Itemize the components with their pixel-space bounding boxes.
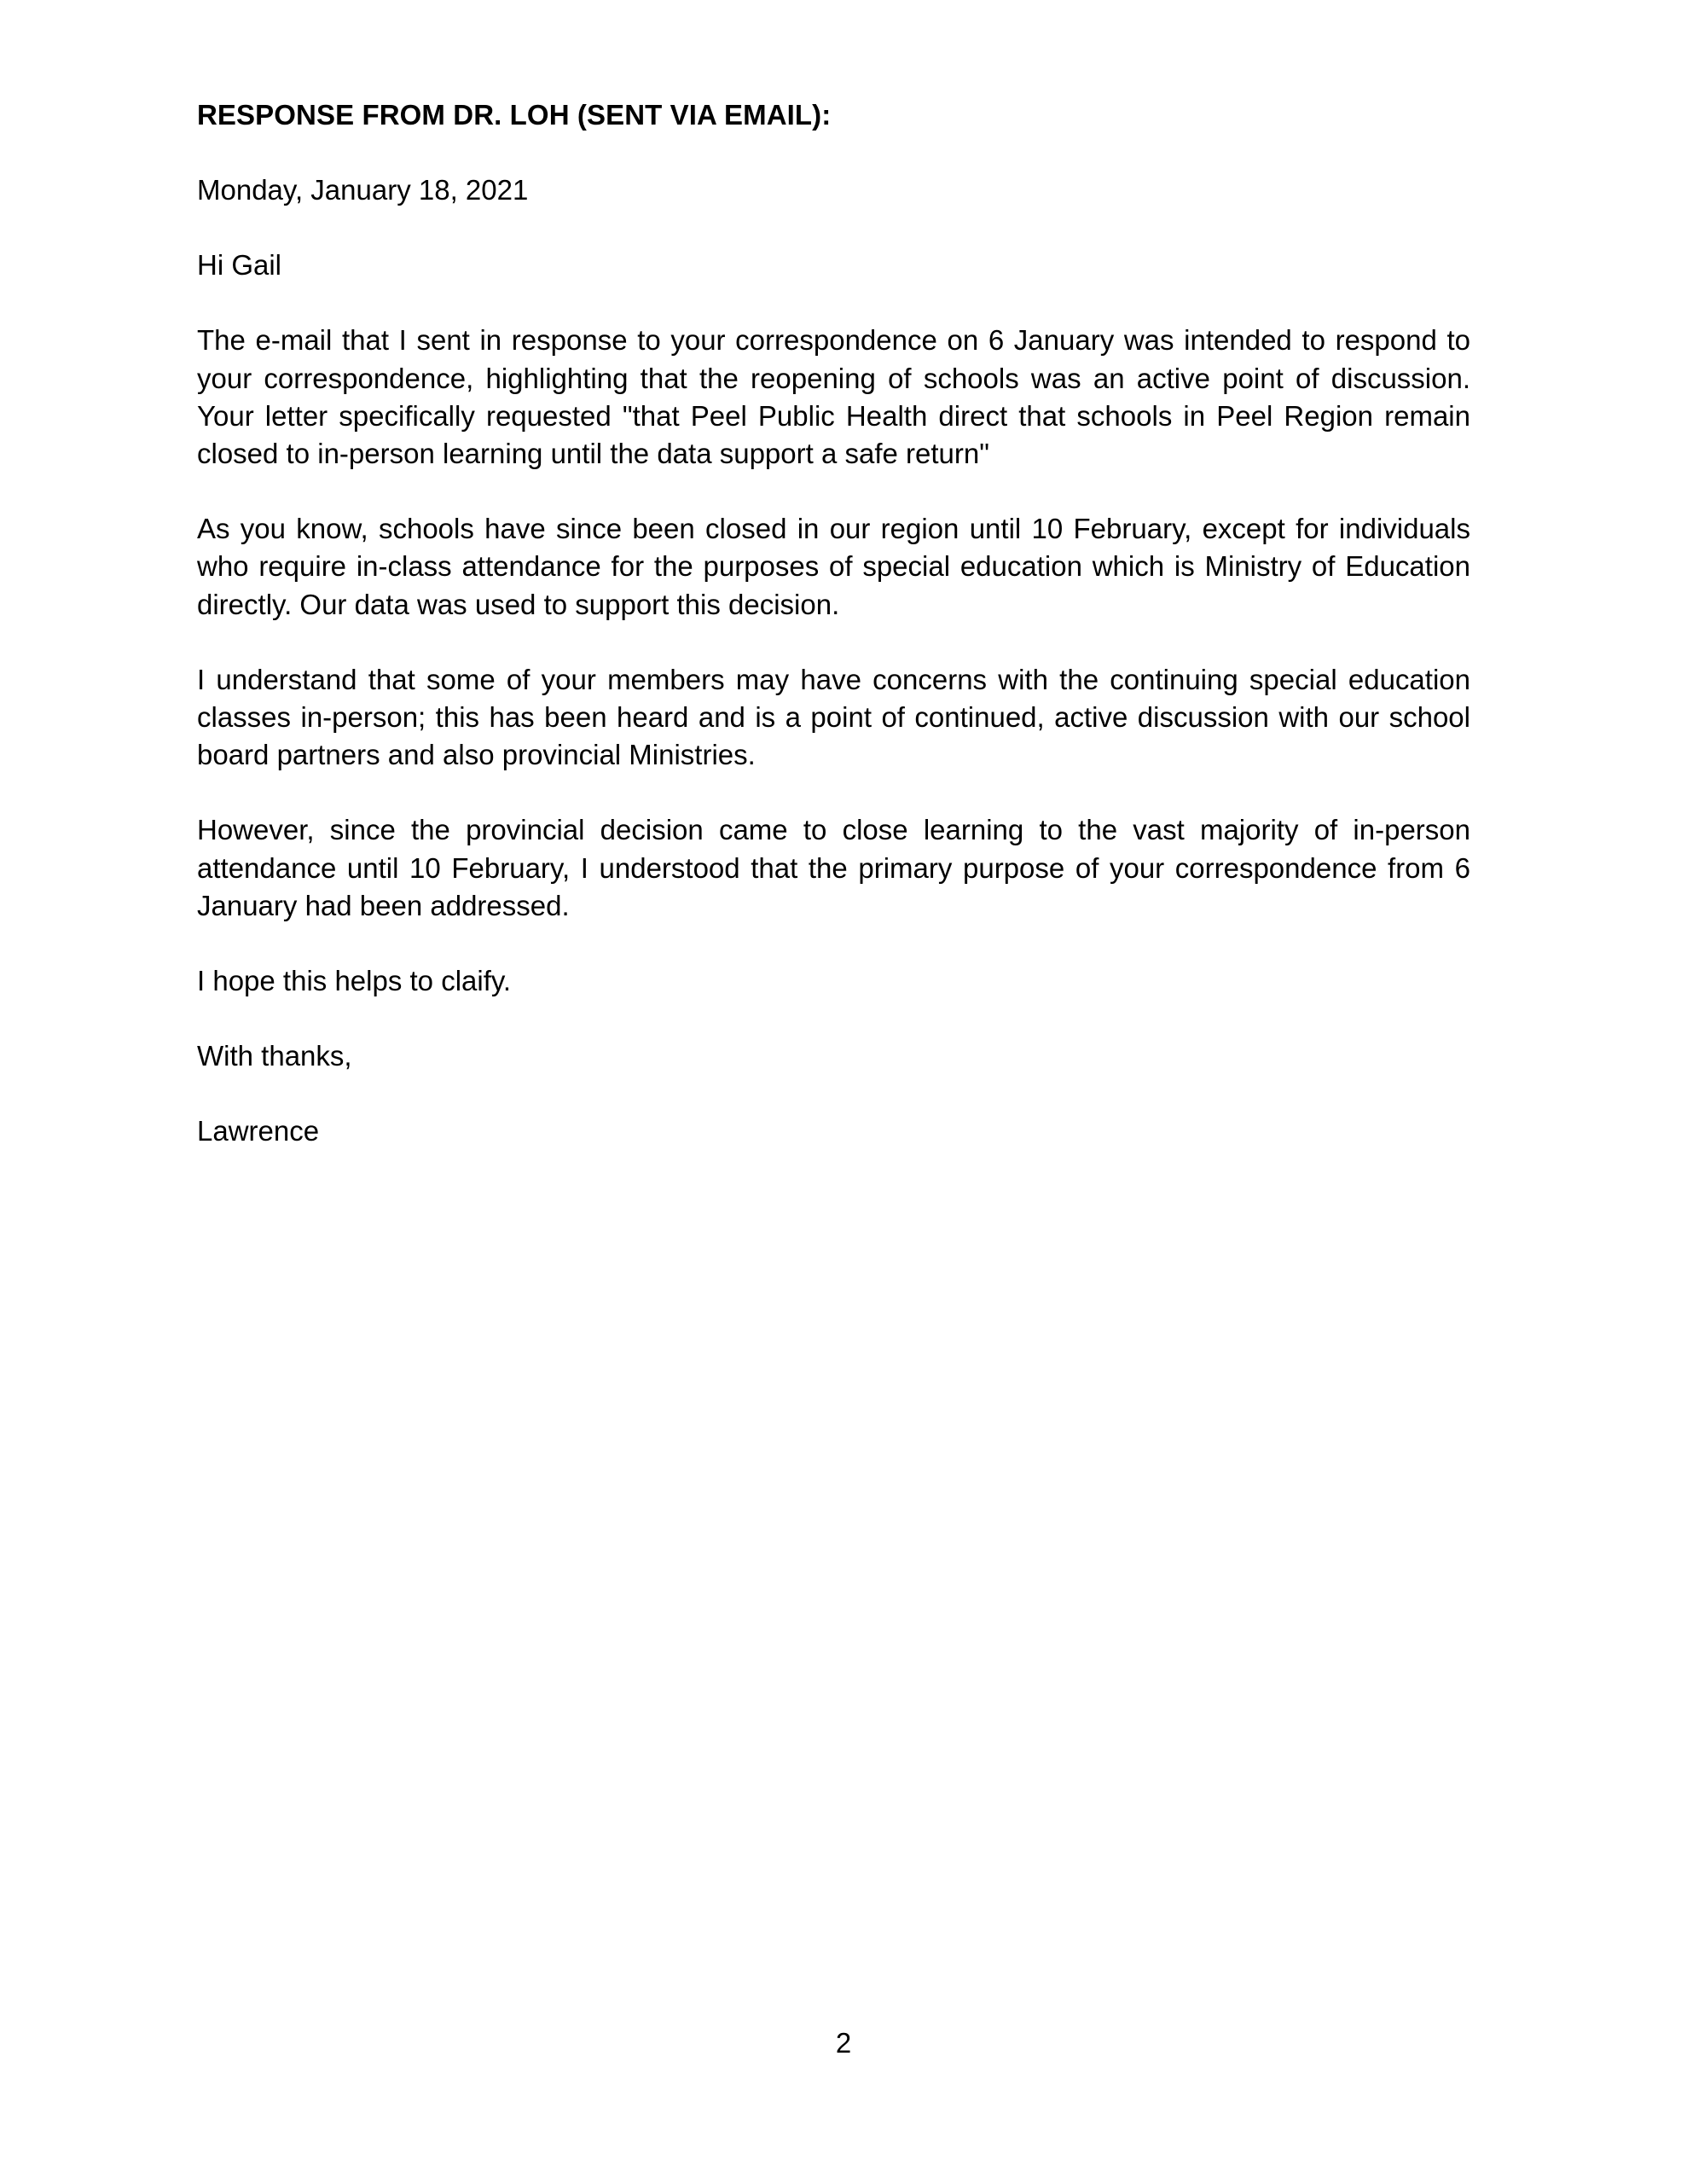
body-paragraph: The e-mail that I sent in response to your correspondence on 6 January was intended to respond to your correspondence, highlighting that the reopening of schools was an active point of discussion. Your letter specifically requested "that Peel Public Health direct that schools in Peel Region remain closed to in-person learning until the data support a safe return" bbox=[197, 324, 1470, 470]
signature: Lawrence bbox=[197, 1115, 320, 1147]
body-paragraph: As you know, schools have since been closed in our region until 10 February, except for individuals who require in-class attendance for the purposes of special education which is Ministry of Education directly. Our data was used to support this decision. bbox=[197, 513, 1470, 620]
body-paragraph: I understand that some of your members may have concerns with the continuing special education classes in-person; this has been heard and is a point of continued, active discussion with our school board partners and also provincial Ministries. bbox=[197, 663, 1470, 771]
document-page bbox=[197, 96, 1470, 1188]
closing-line: I hope this helps to claify. bbox=[197, 965, 512, 997]
letter-date: Monday, January 18, 2021 bbox=[197, 174, 529, 206]
salutation: Hi Gail bbox=[197, 249, 282, 282]
page-number: 2 bbox=[835, 2027, 852, 2059]
sign-off: With thanks, bbox=[197, 1040, 352, 1072]
body-paragraph: However, since the provincial decision came to close learning to the vast majority of in-person attendance until 10 February, I understood that the primary purpose of your correspondence from 6 January had been addressed. bbox=[197, 814, 1470, 921]
document-heading: RESPONSE FROM DR. LOH (SENT VIA EMAIL): bbox=[197, 99, 832, 131]
